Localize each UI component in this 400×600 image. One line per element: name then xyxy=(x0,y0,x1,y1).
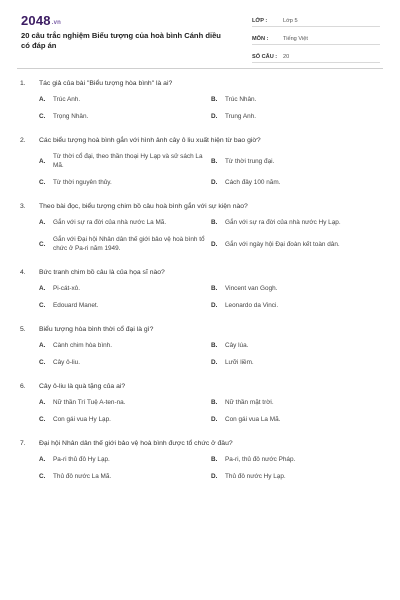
answer-option[interactable] xyxy=(211,218,383,227)
option-row xyxy=(0,152,400,170)
option-text: Gắn với Đại hội Nhân dân thế giới bảo vệ hoà bình tổ chức ở Pa-ri năm 1949. xyxy=(53,236,205,252)
option-letter: B. xyxy=(211,342,218,349)
answer-options xyxy=(0,284,400,310)
site-logo[interactable] xyxy=(21,13,61,28)
answer-option[interactable] xyxy=(39,301,211,310)
answer-option[interactable] xyxy=(211,95,383,104)
answer-option[interactable] xyxy=(39,235,211,253)
option-letter: A. xyxy=(39,342,46,349)
question-item xyxy=(0,382,400,424)
question-text: Cây ô-liu là quà tặng của ai? xyxy=(39,383,126,390)
question-item xyxy=(0,136,400,187)
meta-value: 20 xyxy=(283,54,290,60)
option-letter: A. xyxy=(39,285,46,292)
answer-option[interactable] xyxy=(211,341,383,350)
option-letter: B. xyxy=(211,399,218,406)
logo-text: 2048 xyxy=(21,13,51,28)
answer-option[interactable] xyxy=(211,455,383,464)
option-text: Cây ô-liu. xyxy=(53,359,80,366)
option-letter: A. xyxy=(39,157,46,165)
option-letter: C. xyxy=(39,240,46,248)
option-row xyxy=(0,472,400,481)
logo-suffix: .vn xyxy=(51,20,62,26)
document-meta xyxy=(252,12,380,66)
option-text: Pa-ri, thủ đô nước Pháp. xyxy=(225,456,296,463)
option-text: Pa-ri thủ đô Hy Lạp. xyxy=(53,456,110,463)
question-number: 6. xyxy=(20,383,26,390)
answer-options xyxy=(0,341,400,367)
option-row xyxy=(0,178,400,187)
question-text: Biểu tượng hòa bình thời cổ đại là gì? xyxy=(39,326,154,333)
option-text: Con gái vua La Mã. xyxy=(225,416,281,423)
option-text: Cây lúa. xyxy=(225,342,249,349)
option-letter: B. xyxy=(211,96,218,103)
option-row xyxy=(0,455,400,464)
answer-option[interactable] xyxy=(211,235,383,253)
option-letter: A. xyxy=(39,96,46,103)
option-letter: D. xyxy=(211,302,218,309)
question-item xyxy=(0,439,400,481)
option-letter: D. xyxy=(211,179,218,186)
option-letter: D. xyxy=(211,359,218,366)
question-item xyxy=(0,268,400,310)
option-letter: C. xyxy=(39,416,46,423)
option-text: Trúc Nhân. xyxy=(225,96,257,103)
question-number: 3. xyxy=(20,203,26,210)
option-letter: D. xyxy=(211,416,218,423)
question-item xyxy=(0,325,400,367)
option-text: Nữ thần mặt trời. xyxy=(225,399,274,406)
option-row xyxy=(0,112,400,121)
answer-options xyxy=(0,398,400,424)
question-stem xyxy=(0,268,400,277)
answer-option[interactable] xyxy=(211,358,383,367)
option-text: Cách đây 100 năm. xyxy=(225,179,281,186)
option-letter: D. xyxy=(211,113,218,120)
option-letter: B. xyxy=(211,456,218,463)
question-number: 5. xyxy=(20,326,26,333)
option-row xyxy=(0,398,400,407)
option-text: Pi-cát-xô. xyxy=(53,285,80,292)
answer-option[interactable] xyxy=(211,284,383,293)
meta-key: SỐ CÂU : xyxy=(252,54,278,60)
option-text: Vincent van Gogh. xyxy=(225,285,278,292)
option-text: Leonardo da Vinci. xyxy=(225,302,279,309)
option-row xyxy=(0,358,400,367)
answer-option[interactable] xyxy=(211,152,383,170)
option-text: Từ thời trung đại. xyxy=(225,157,275,165)
question-stem xyxy=(0,325,400,334)
option-letter: A. xyxy=(39,219,46,226)
answer-option[interactable] xyxy=(211,301,383,310)
meta-key: LỚP : xyxy=(252,18,268,24)
option-row xyxy=(0,341,400,350)
question-item xyxy=(0,202,400,253)
option-text: Cành chim hòa bình. xyxy=(53,342,112,349)
option-text: Con gái vua Hy Lạp. xyxy=(53,416,111,423)
answer-option[interactable] xyxy=(39,178,211,187)
option-letter: A. xyxy=(39,456,46,463)
meta-value: Lớp 5 xyxy=(283,18,298,24)
question-number: 2. xyxy=(20,137,26,144)
question-list xyxy=(0,79,400,496)
answer-option[interactable] xyxy=(39,284,211,293)
question-stem xyxy=(0,79,400,88)
option-letter: C. xyxy=(39,302,46,309)
question-number: 1. xyxy=(20,80,26,87)
answer-option[interactable] xyxy=(211,178,383,187)
option-letter: B. xyxy=(211,157,218,165)
option-row xyxy=(0,95,400,104)
answer-option[interactable] xyxy=(39,218,211,227)
answer-option[interactable] xyxy=(39,415,211,424)
question-text: Bức tranh chim bồ câu là của họa sĩ nào? xyxy=(39,269,165,276)
answer-option[interactable] xyxy=(39,455,211,464)
answer-option[interactable] xyxy=(39,112,211,121)
answer-option[interactable] xyxy=(211,112,383,121)
meta-question-count xyxy=(252,48,380,63)
option-text: Gắn với sự ra đời của nhà nước La Mã. xyxy=(53,219,167,226)
answer-options xyxy=(0,218,400,253)
option-text: Từ thời nguyên thủy. xyxy=(53,179,112,186)
question-number: 4. xyxy=(20,269,26,276)
answer-options xyxy=(0,455,400,481)
option-text: Từ thời cổ đại, theo thần thoại Hy Lạp và sử sách La Mã. xyxy=(53,153,203,169)
option-text: Gắn với ngày hội Đại đoàn kết toàn dân. xyxy=(225,240,340,248)
answer-options xyxy=(0,95,400,121)
question-text: Tác giả của bài "Biểu tượng hòa bình" là ai? xyxy=(39,80,173,87)
option-text: Nữ thần Trí Tuệ A-ten-na. xyxy=(53,399,126,406)
option-letter: D. xyxy=(211,473,218,480)
answer-option[interactable] xyxy=(39,95,211,104)
answer-option[interactable] xyxy=(211,398,383,407)
question-text: Các biểu tượng hoà bình gắn với hình ảnh cây ô liu xuất hiện từ bao giờ? xyxy=(39,137,261,144)
option-text: Edouard Manet. xyxy=(53,302,99,309)
answer-options xyxy=(0,152,400,187)
question-number: 7. xyxy=(20,440,26,447)
option-text: Thủ đô nước La Mã. xyxy=(53,473,112,480)
option-text: Trúc Anh. xyxy=(53,96,81,103)
document-header xyxy=(0,0,400,66)
meta-key: MÔN : xyxy=(252,36,269,42)
option-text: Thủ đô nước Hy Lạp. xyxy=(225,473,286,480)
option-row xyxy=(0,415,400,424)
answer-option[interactable] xyxy=(39,398,211,407)
question-text: Đại hội Nhân dân thế giới bảo vệ hoà bình được tổ chức ở đâu? xyxy=(39,440,233,447)
option-letter: D. xyxy=(211,240,218,248)
question-stem xyxy=(0,382,400,391)
option-row xyxy=(0,218,400,227)
option-letter: B. xyxy=(211,285,218,292)
option-letter: C. xyxy=(39,359,46,366)
answer-option[interactable] xyxy=(39,358,211,367)
option-text: Gắn với sự ra đời của nhà nước Hy Lạp. xyxy=(225,219,341,226)
answer-option[interactable] xyxy=(39,341,211,350)
document-title: 20 câu trắc nghiệm Biểu tượng của hoà bình Cánh diều có đáp án xyxy=(21,31,221,50)
answer-option[interactable] xyxy=(211,472,383,481)
option-row xyxy=(0,235,400,253)
option-letter: C. xyxy=(39,113,46,120)
answer-option[interactable] xyxy=(39,152,211,170)
meta-value: Tiếng Việt xyxy=(283,36,308,42)
meta-class xyxy=(252,12,380,27)
question-stem xyxy=(0,202,400,211)
answer-option[interactable] xyxy=(39,472,211,481)
question-stem xyxy=(0,439,400,448)
option-letter: B. xyxy=(211,219,218,226)
question-text: Theo bài đọc, biểu tượng chim bồ câu hoà bình gắn với sự kiện nào? xyxy=(39,203,248,210)
option-text: Lưỡi liềm. xyxy=(225,359,254,366)
option-text: Trọng Nhân. xyxy=(53,113,89,120)
option-row xyxy=(0,301,400,310)
question-stem xyxy=(0,136,400,145)
answer-option[interactable] xyxy=(211,415,383,424)
header-divider xyxy=(17,68,383,69)
option-row xyxy=(0,284,400,293)
option-letter: A. xyxy=(39,399,46,406)
option-letter: C. xyxy=(39,179,46,186)
meta-subject xyxy=(252,30,380,45)
question-item xyxy=(0,79,400,121)
option-text: Trung Anh. xyxy=(225,113,257,120)
option-letter: C. xyxy=(39,473,46,480)
